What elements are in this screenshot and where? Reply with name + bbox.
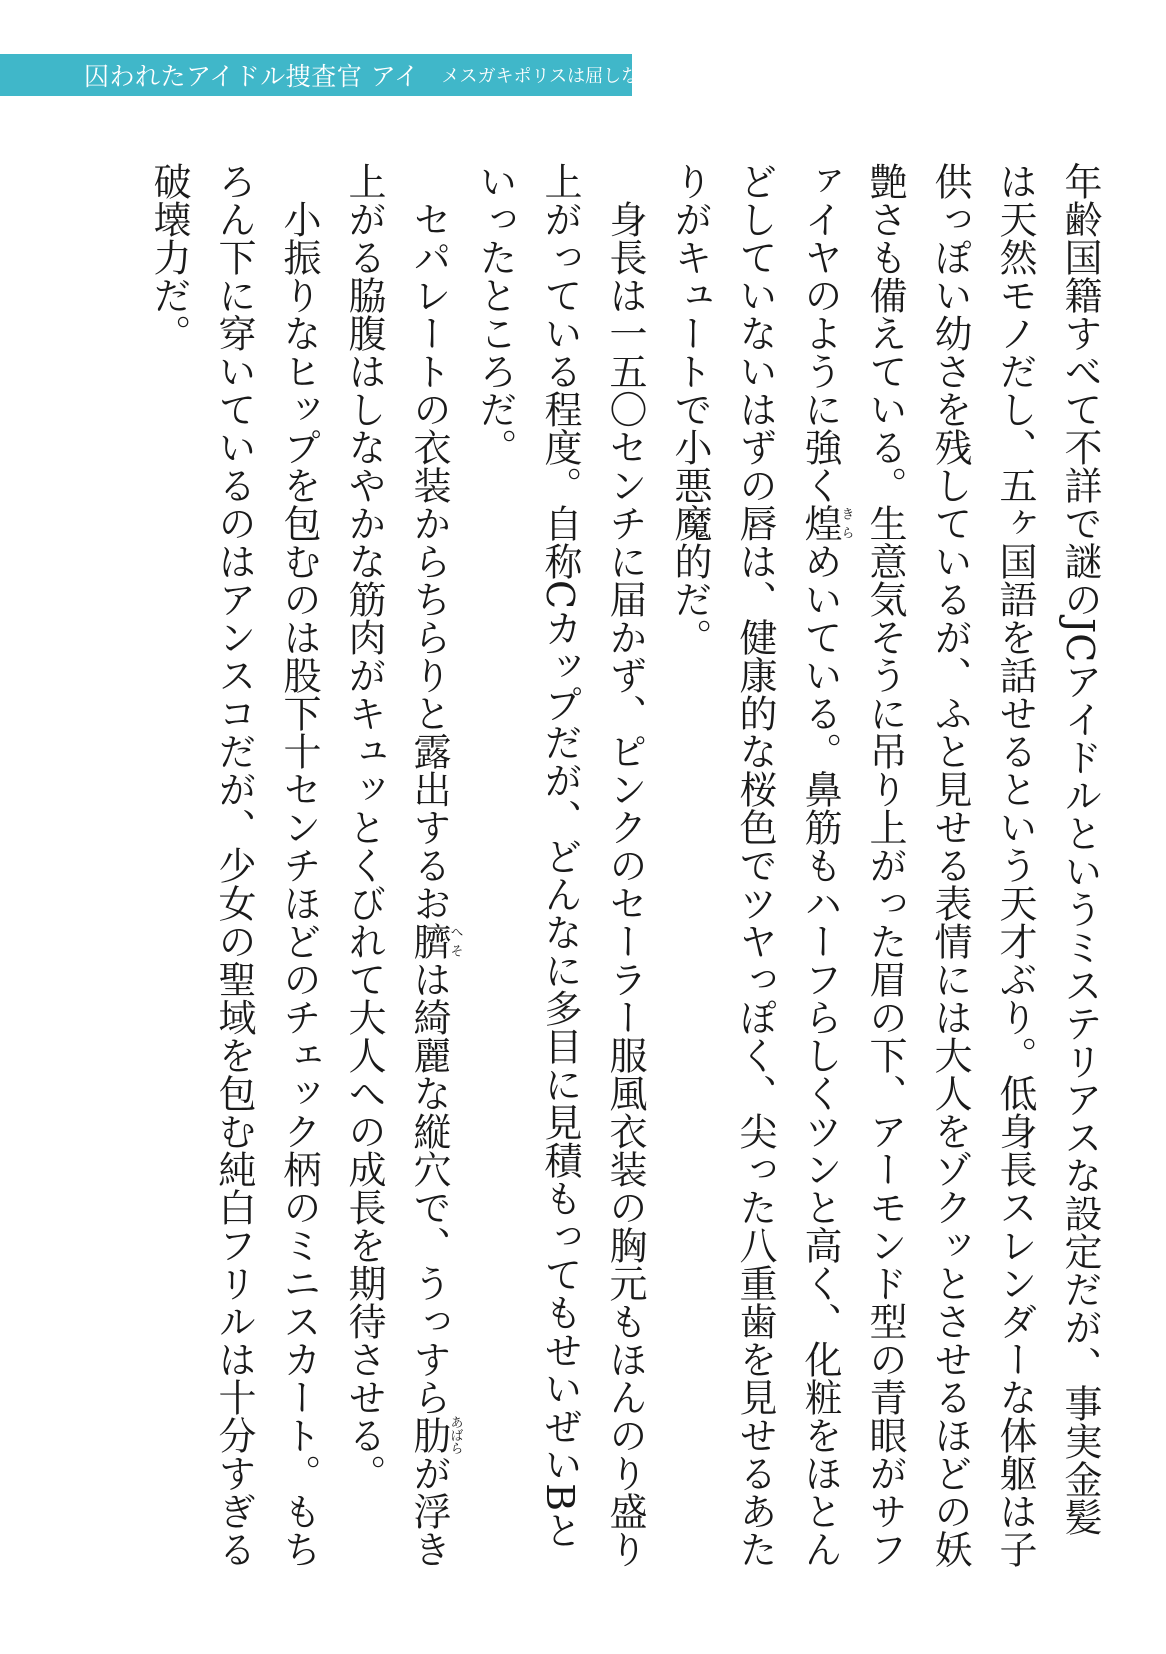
text-segment: セパレートの衣装からちらりと露出するお (407, 200, 451, 922)
ruby-abara: 肋あばら (407, 1415, 463, 1455)
text-segment: 年齢国籍すべて不詳で謎のJCアイドルというミステリアスな設定だが、事実金髪は天然モノだし、五ヶ国語を話せるという天才ぶり。低身長スレンダーな体躯は子供っぽい幼さを残しているが、ふと見せる表情には大人をゾクッとさせるほどの妖艶さも備えている。生意気そうに吊り上がった眉の下、アーモンド型の青眼がサファイヤのように強く (798, 162, 1102, 1568)
text-segment: めいている。鼻筋もハーフらしくツンと高く、化粧をほとんどしていないはずの唇は、健康的な桜色でツヤっぽく、尖った八重歯を見せるあたりがキュートで小悪魔的だ。 (668, 162, 842, 1568)
book-title: 囚われたアイドル捜査官 アイ (84, 62, 420, 91)
vertical-body-text (72, 162, 1112, 1572)
paragraph-4 (136, 162, 331, 1572)
text-segment: 身長は一五〇センチに届かず、ピンクのセーラー服風衣装の胸元もほんのり盛り上がっている程度。自称Cカップだが、どんなに多目に見積もってもせいぜいBといったところだ。 (473, 162, 647, 1568)
text-segment: 小振りなヒップを包むのは股下十センチほどのチェック柄のミニスカート。もちろん下に穿いているのはアンスコだが、少女の聖域を包む純白フリルは十分すぎる破壊力だ。 (147, 162, 321, 1568)
text-segment: は綺麗な縦穴で、うっすら (407, 960, 451, 1416)
running-header (0, 54, 665, 96)
paragraph-3 (331, 162, 462, 1572)
paragraph-2 (462, 162, 657, 1572)
paragraph-1 (657, 162, 1112, 1572)
text-segment: が浮き上がる脇腹はしなやかな筋肉がキュッとくびれて大人への成長を期待させる。 (342, 162, 451, 1568)
ruby-heso: 臍へそ (407, 922, 463, 960)
book-subtitle: メスガキポリスは屈しない! (441, 66, 665, 87)
ruby-kira: 煌きら (798, 504, 854, 542)
